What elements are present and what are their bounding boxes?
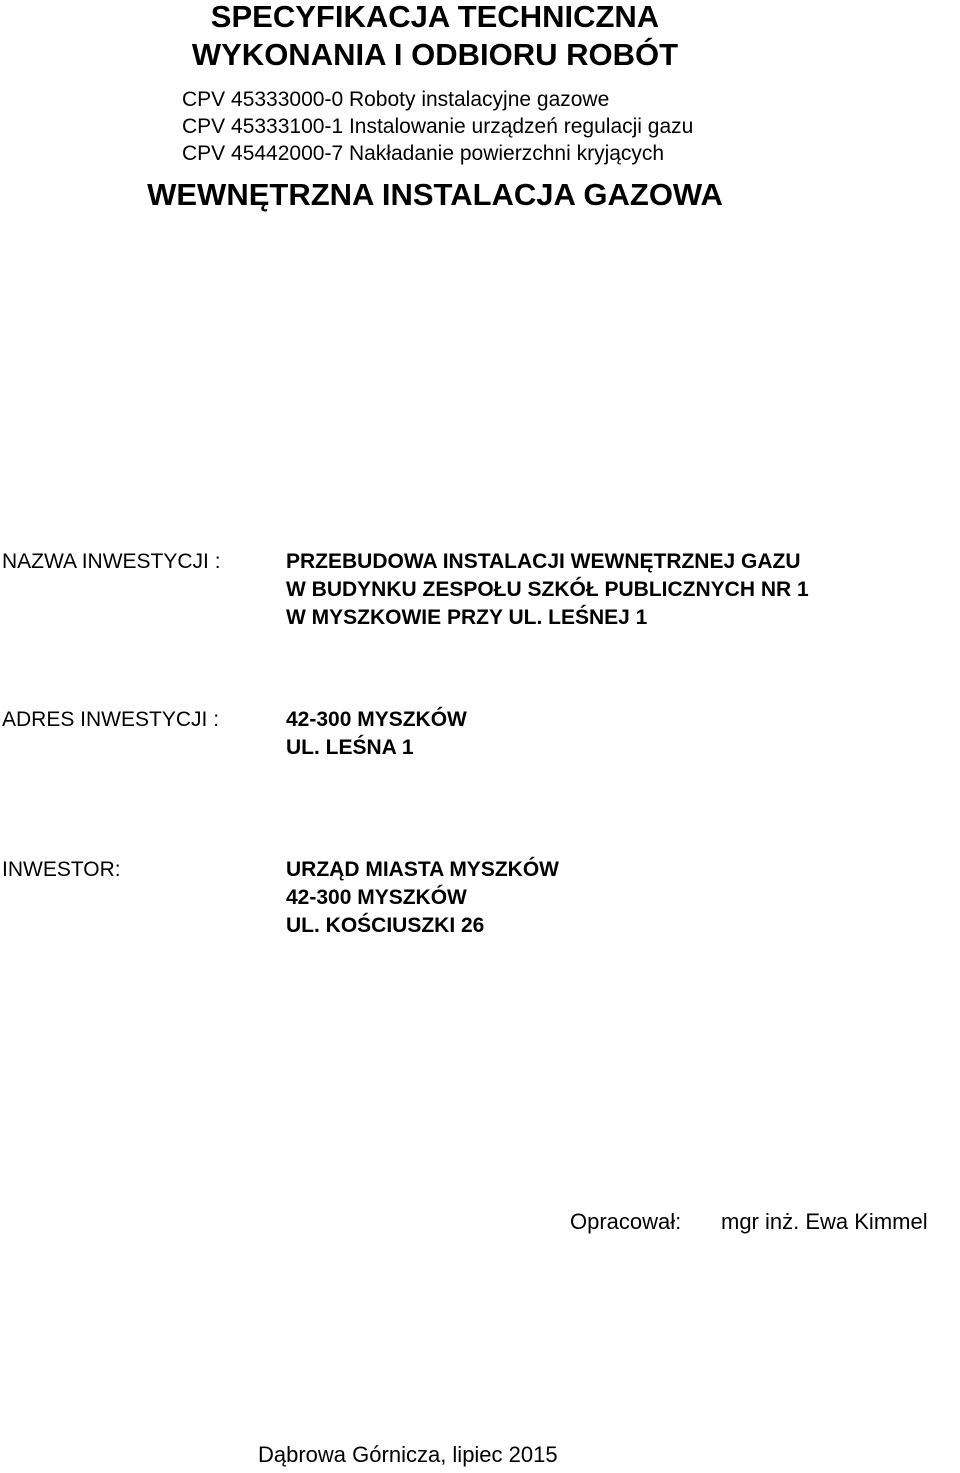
investment-name-label: NAZWA INWESTYCJI :: [2, 550, 221, 573]
investment-address-line: 42-300 MYSZKÓW: [286, 708, 467, 731]
investment-address-label: ADRES INWESTYCJI :: [2, 708, 220, 731]
investor-line: URZĄD MIASTA MYSZKÓW: [286, 858, 559, 881]
cpv-codes-list: [182, 86, 693, 167]
place-and-date: Dąbrowa Górnicza, lipiec 2015: [258, 1442, 558, 1467]
document-title-line-1: SPECYFIKACJA TECHNICZNA: [210, 0, 660, 34]
document-title: [0, 0, 870, 74]
investment-name-value: [286, 548, 809, 632]
document-subtitle: WEWNĘTRZNA INSTALACJA GAZOWA: [147, 177, 723, 212]
cpv-code-item: CPV 45442000-7 Nakładanie powierzchni kryjących: [182, 142, 665, 165]
investor-label: INWESTOR:: [2, 858, 121, 881]
investor-line: 42-300 MYSZKÓW: [286, 886, 467, 909]
investment-address-value: [286, 706, 467, 762]
cpv-code-item: CPV 45333000-0 Roboty instalacyjne gazowe: [182, 88, 610, 111]
document-title-line-2: WYKONANIA I ODBIORU ROBÓT: [191, 37, 679, 72]
cpv-code-item: CPV 45333100-1 Instalowanie urządzeń regulacji gazu: [182, 115, 694, 138]
investment-name-line: W BUDYNKU ZESPOŁU SZKÓŁ PUBLICZNYCH NR 1: [286, 578, 809, 601]
prepared-by-name: mgr inż. Ewa Kimmel: [721, 1209, 928, 1234]
investment-address-line: UL. LEŚNA 1: [286, 736, 414, 759]
investment-name-line: PRZEBUDOWA INSTALACJI WEWNĘTRZNEJ GAZU: [286, 550, 801, 573]
investor-value: [286, 856, 559, 940]
investor-line: UL. KOŚCIUSZKI 26: [286, 914, 485, 937]
investment-name-line: W MYSZKOWIE PRZY UL. LEŚNEJ 1: [286, 606, 648, 629]
prepared-by-label: Opracował:: [570, 1209, 682, 1234]
